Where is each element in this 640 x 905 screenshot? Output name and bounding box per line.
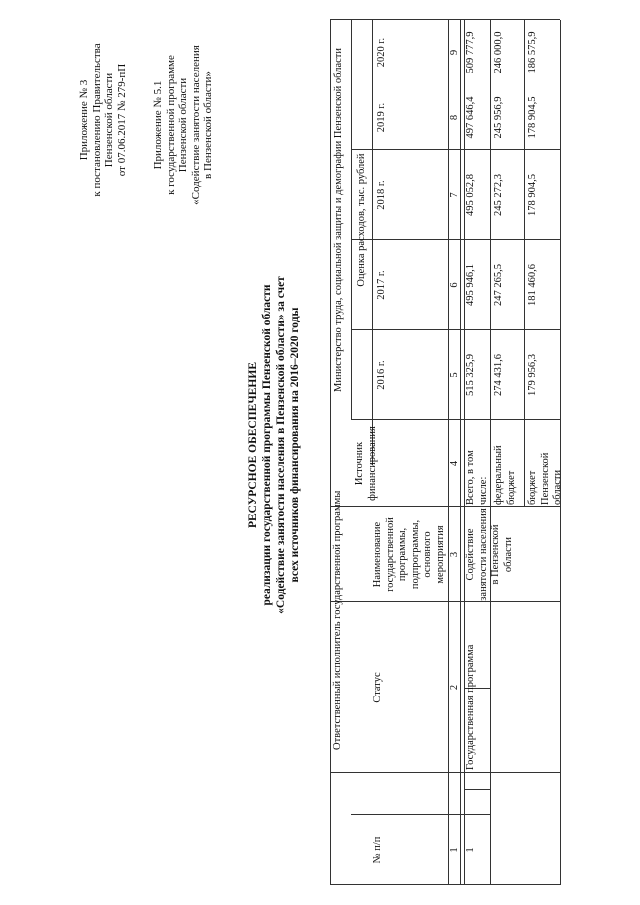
col-number: 7 xyxy=(449,192,460,198)
col-number: 5 xyxy=(449,372,460,378)
value-cell: 246 000,0 xyxy=(493,31,504,74)
col-number: 1 xyxy=(449,847,460,853)
table-border xyxy=(351,20,352,420)
appendix-line: от 07.06.2017 № 279-пП xyxy=(115,63,128,177)
table-border xyxy=(490,601,560,602)
appendix-5-1-block xyxy=(152,25,215,225)
table-border xyxy=(464,789,490,790)
appendix-line: к постановлению Правительства xyxy=(90,43,103,197)
value-cell: 179 956,3 xyxy=(527,354,538,396)
value-cell: 181 460,6 xyxy=(527,264,538,306)
title-line: «Содействие занятости населения в Пензенской области» за счет xyxy=(275,276,287,614)
resource-table-continuation xyxy=(490,20,563,885)
value-cell: 497 646,4 xyxy=(465,96,476,139)
title-line: реализации государственной программы Пензенской области xyxy=(261,284,273,606)
table-border xyxy=(560,20,561,885)
value-cell: 245 956,9 xyxy=(493,96,504,139)
col-number: 3 xyxy=(449,551,460,558)
value-cell: 178 904,5 xyxy=(527,174,538,216)
appendix-line: Приложение № 5.1 xyxy=(152,80,164,170)
source-regional: бюджет Пензенской области xyxy=(527,452,563,505)
table-border xyxy=(372,20,373,465)
table-border xyxy=(330,772,490,773)
value-cell: 247 265,5 xyxy=(493,264,504,306)
document-title xyxy=(246,235,302,655)
col-name-header: Наименование государственной программы, подпрограммы, основного мероприятия xyxy=(372,517,446,592)
appendix-line: в Пензенской области» xyxy=(202,71,214,179)
row-name: Содействие занятости населения в Пензенской области xyxy=(465,508,514,601)
appendix-line: Пензенской области xyxy=(177,77,189,173)
responsible-label: Ответственный исполнитель государственной программы xyxy=(332,490,343,750)
source-total: Всего, в том числе: xyxy=(465,450,489,505)
col-number: 6 xyxy=(449,282,460,288)
value-cell: 178 904,5 xyxy=(527,96,538,139)
appendix-line: Приложение № 3 xyxy=(78,79,90,161)
value-cell: 186 575,9 xyxy=(527,31,538,74)
value-cell: 495 052,8 xyxy=(465,174,476,216)
col-number: 8 xyxy=(449,114,460,121)
source-federal: федеральный бюджет xyxy=(493,445,517,505)
year-header: 2016 г. xyxy=(376,360,387,390)
col-num-header: № п/п xyxy=(372,836,383,864)
col-number: 4 xyxy=(449,460,460,467)
year-header: 2019 г. xyxy=(376,102,387,133)
col-status-header: Статус xyxy=(372,672,383,703)
table-border xyxy=(490,506,560,507)
title-line: РЕСУРСНОЕ ОБЕСПЕЧЕНИЕ xyxy=(247,362,259,529)
value-cell: 245 272,3 xyxy=(493,174,504,216)
table-border xyxy=(490,884,560,885)
col-number: 2 xyxy=(449,684,460,691)
table-border xyxy=(490,772,560,773)
appendix-line: к государственной программе xyxy=(164,55,177,195)
responsible-value: Министерство труда, социальной защиты и демографии Пензенской области xyxy=(333,48,344,392)
value-cell: 274 431,6 xyxy=(493,354,504,396)
value-cell: 515 325,9 xyxy=(465,354,476,396)
row-status: Государственная программа xyxy=(465,644,476,770)
year-header: 2017 г. xyxy=(376,270,387,300)
year-header: 2018 г. xyxy=(376,180,387,210)
col-estimate-header: Оценка расходов, тыс. рублей xyxy=(356,153,367,287)
appendix-3-block xyxy=(78,25,128,215)
row-num: 1 xyxy=(465,847,476,853)
title-line: всех источников финансирования на 2016–2020 годы xyxy=(289,307,301,583)
table-border xyxy=(524,20,525,507)
value-cell: 495 946,1 xyxy=(465,264,476,306)
appendix-line: «Содействие занятости населения xyxy=(189,45,202,205)
col-source-header: Источник финансирования xyxy=(354,426,378,501)
year-header: 2020 г. xyxy=(376,37,387,68)
appendix-line: Пензенской области xyxy=(103,72,115,168)
value-cell: 509 777,9 xyxy=(465,31,476,74)
table-border xyxy=(330,20,331,885)
col-number: 9 xyxy=(449,49,460,56)
